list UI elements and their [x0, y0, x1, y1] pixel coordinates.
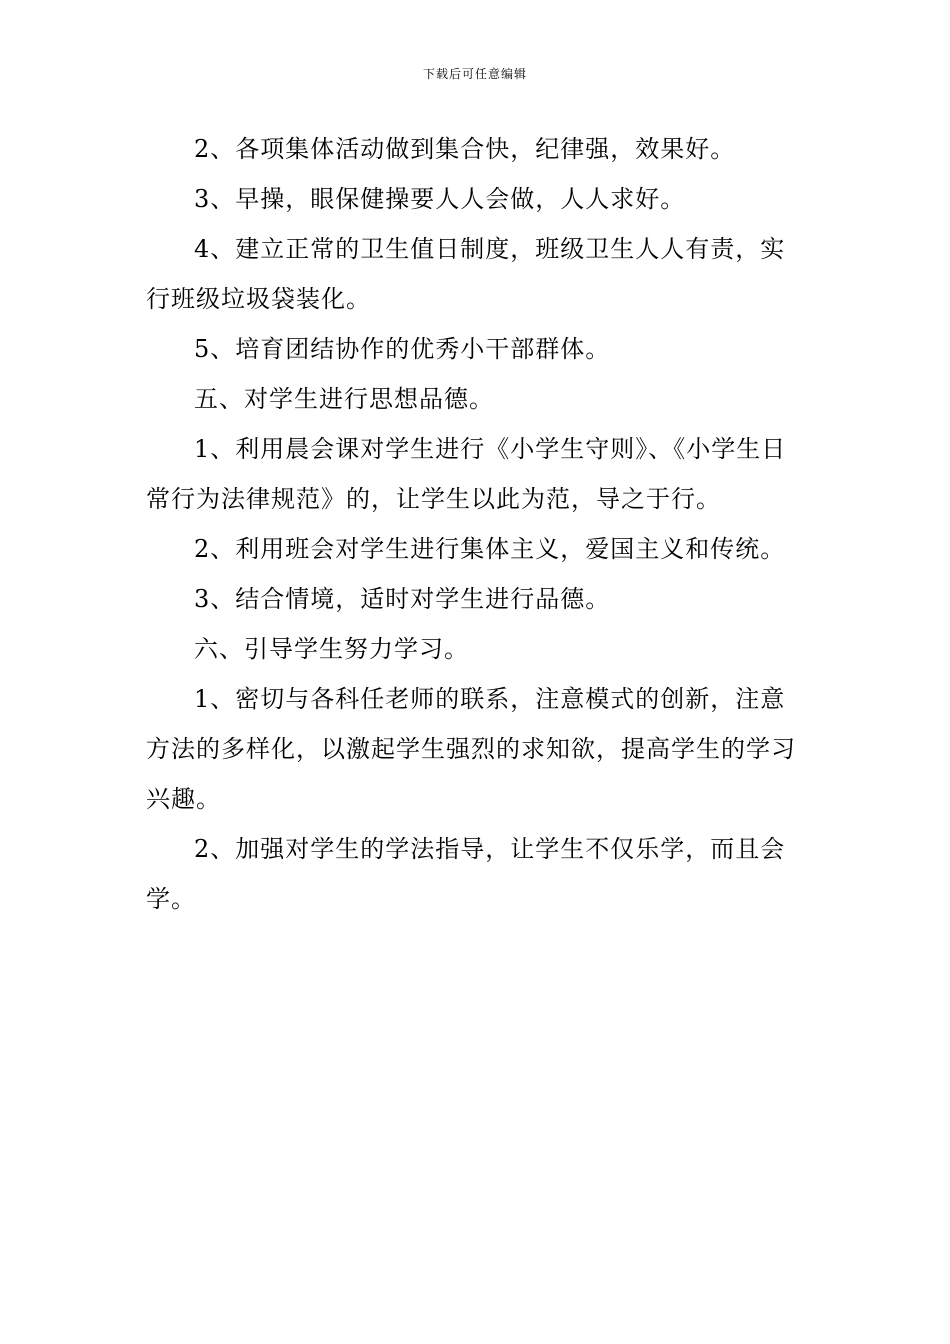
section-heading: 六、引导学生努力学习。 [194, 635, 469, 663]
paragraph: 4、建立正常的卫生值日制度，班级卫生人人有责，实行班级垃圾袋装化。 [146, 235, 786, 313]
page-header-note: 下载后可任意编辑 [422, 67, 527, 81]
paragraph: 2、利用班会对学生进行集体主义，爱国主义和传统。 [194, 535, 786, 563]
paragraph: 1、密切与各科任老师的联系，注意模式的创新，注意方法的多样化，以激起学生强烈的求知欲，提高学生的学习兴趣。 [146, 685, 796, 813]
paragraph: 5、培育团结协作的优秀小干部群体。 [194, 335, 611, 363]
paragraph: 2、加强对学生的学法指导，让学生不仅乐学，而且会学。 [146, 835, 786, 913]
paragraph: 3、早操，眼保健操要人人会做，人人求好。 [194, 185, 686, 213]
paragraph: 2、各项集体活动做到集合快，纪律强，效果好。 [194, 135, 736, 163]
section-heading: 五、对学生进行思想品德。 [194, 385, 494, 413]
document-body [146, 124, 806, 924]
paragraph: 1、利用晨会课对学生进行《小学生守则》、《小学生日常行为法律规范》的，让学生以此为范，导之于行。 [146, 435, 787, 513]
paragraph: 3、结合情境，适时对学生进行品德。 [194, 585, 611, 613]
